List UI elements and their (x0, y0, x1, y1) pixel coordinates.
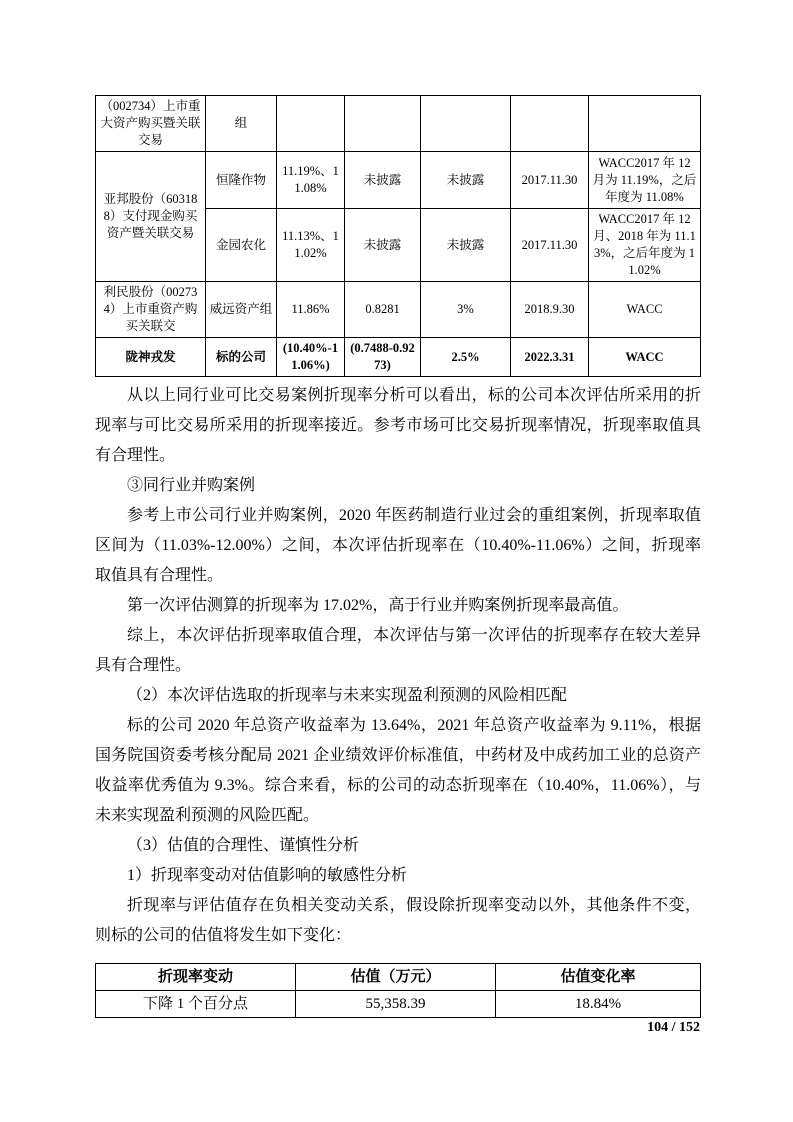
table-cell (277, 96, 345, 152)
table-row (96, 991, 701, 1018)
table-cell: （002734）上市重大资产购买暨关联交易 (96, 96, 206, 152)
table-cell: 2017.11.30 (511, 152, 589, 209)
paragraph: 综上，本次评估折现率取值合理，本次评估与第一次评估的折现率存在较大差异具有合理性。 (95, 627, 701, 674)
table-cell: 下降 1 个百分点 (96, 991, 296, 1018)
table-row (96, 282, 701, 338)
table-cell: 威远资产组 (206, 282, 277, 338)
table-cell: WACC2017 年 12 月、2018 年为 11.13%，之后年度为 11.02% (589, 209, 701, 282)
table-cell (345, 96, 421, 152)
paragraph-heading: （2）本次评估选取的折现率与未来实现盈利预测的风险相匹配 (127, 687, 568, 704)
sensitivity-table (95, 963, 701, 1018)
paragraph: 参考上市公司行业并购案例，2020 年医药制造行业过会的重组案例，折现率取值区间为（11.03%-12.00%）之间，本次评估折现率在（10.40%-11.06%）之间，折现率取值具有合理性。 (95, 507, 701, 584)
table-cell: 2017.11.30 (511, 209, 589, 282)
table-cell: (0.7488-0.9273) (345, 338, 421, 377)
table-cell: 组 (206, 96, 277, 152)
table-cell: 18.84% (496, 991, 701, 1018)
paragraph: 折现率与评估值存在负相关变动关系，假设除折现率变动以外，其他条件不变，则标的公司的估值将发生如下变化： (95, 897, 701, 944)
table-cell: 11.86% (277, 282, 345, 338)
table-cell: WACC (589, 282, 701, 338)
table-cell: 2022.3.31 (511, 338, 589, 377)
table-cell: 标的公司 (206, 338, 277, 377)
table-cell: 未披露 (345, 152, 421, 209)
table-row-target-company (96, 338, 701, 377)
comparable-transactions-table (95, 95, 701, 377)
column-header: 估值变化率 (496, 964, 701, 991)
table-cell: 未披露 (421, 152, 511, 209)
table-cell: 陇神戎发 (96, 338, 206, 377)
paragraph: 第一次评估测算的折现率为 17.02%，高于行业并购案例折现率最高值。 (127, 597, 629, 614)
paragraph-heading: ③同行业并购案例 (127, 477, 256, 494)
table-cell: 未披露 (345, 209, 421, 282)
table-row (96, 96, 701, 152)
table-cell: 恒隆作物 (206, 152, 277, 209)
table-cell: 亚邦股份（603188）支付现金购买资产暨关联交易 (96, 152, 206, 282)
table-cell (421, 96, 511, 152)
paragraph-heading: （3）估值的合理性、谨慎性分析 (127, 837, 360, 854)
table-cell: 未披露 (421, 209, 511, 282)
table-header-row (96, 964, 701, 991)
column-header: 折现率变动 (96, 964, 296, 991)
table-cell: WACC (589, 338, 701, 377)
table-cell: 11.13%、11.02% (277, 209, 345, 282)
table-cell: 利民股份（002734）上市重资产购买关联交 (96, 282, 206, 338)
table-cell: (10.40%-11.06%) (277, 338, 345, 377)
table-cell: 金园农化 (206, 209, 277, 282)
column-header: 估值（万元） (296, 964, 496, 991)
page-content (95, 95, 701, 1018)
table-cell: 2018.9.30 (511, 282, 589, 338)
table-cell: 11.19%、11.08% (277, 152, 345, 209)
body-text (95, 381, 701, 951)
table-cell: 3% (421, 282, 511, 338)
paragraph: 标的公司 2020 年总资产收益率为 13.64%，2021 年总资产收益率为 9.11%，根据国务院国资委考核分配局 2021 企业绩效评价标准值，中药材及中成药加工业的总资产收益率优秀值为 9.3%。综合来看，标的公司的动态折现率在（10.40%，11.06%），与未来实现盈利预测的风险匹配。 (95, 717, 701, 824)
table-cell: 0.8281 (345, 282, 421, 338)
page-number: 104 / 152 (647, 1020, 700, 1035)
paragraph: 从以上同行业可比交易案例折现率分析可以看出，标的公司本次评估所采用的折现率与可比交易所采用的折现率接近。参考市场可比交易折现率情况，折现率取值具有合理性。 (95, 387, 701, 464)
table-row (96, 152, 701, 209)
table-cell (511, 96, 589, 152)
table-cell: 2.5% (421, 338, 511, 377)
paragraph-heading: 1）折现率变动对估值影响的敏感性分析 (127, 867, 408, 884)
table-cell: WACC2017 年 12 月为 11.19%，之后年度为 11.08% (589, 152, 701, 209)
table-cell (589, 96, 701, 152)
table-cell: 55,358.39 (296, 991, 496, 1018)
